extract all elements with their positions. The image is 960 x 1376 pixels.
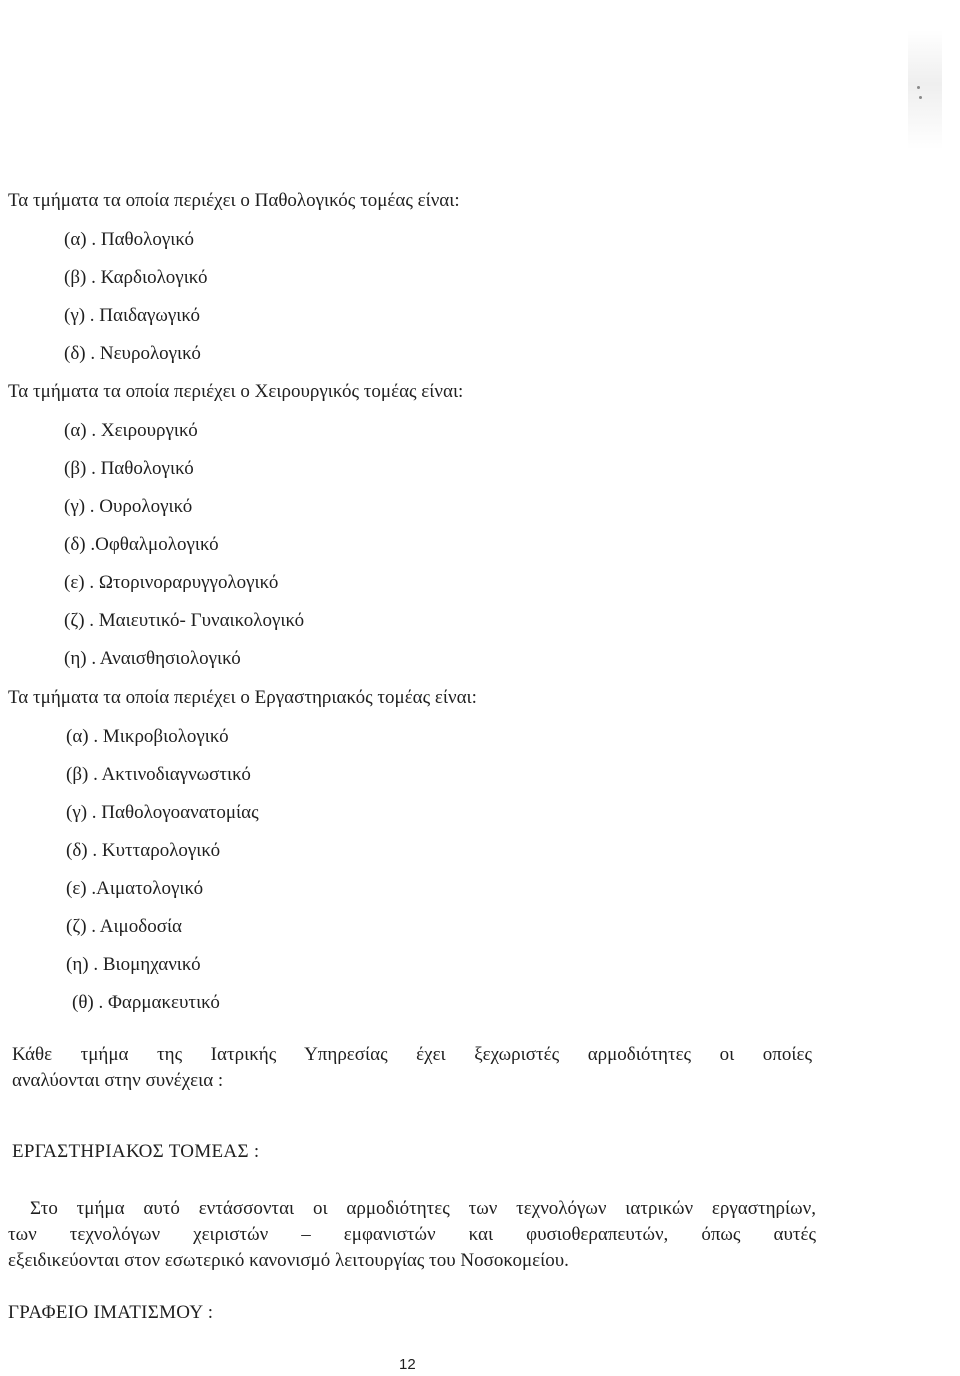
service-paragraph [12, 1042, 812, 1094]
scan-dot [919, 96, 922, 99]
paragraph-line: Κάθε τμήμα της Ιατρικής Υπηρεσίας έχει ξεχωριστές αρμοδιότητες οι οποίες [12, 1044, 812, 1065]
paragraph-line: των τεχνολόγων χειριστών – εμφανιστών και φυσιοθεραπευτών, όπως αυτές [8, 1224, 816, 1245]
list-item: (γ) . Παιδαγωγικό [64, 305, 201, 326]
list-item: (β) . Ακτινοδιαγνωστικό [66, 764, 251, 785]
list-item: (η) . Βιομηχανικό [66, 954, 201, 975]
list-item: (β) . Καρδιολογικό [64, 267, 208, 288]
lab-section-title: ΕΡΓΑΣΤΗΡΙΑΚΟΣ ΤΟΜΕΑΣ : [12, 1141, 260, 1162]
paragraph-line: Στο τμήμα αυτό εντάσσονται οι αρμοδιότητες των τεχνολόγων ιατρικών εργαστηρίων, [30, 1198, 816, 1219]
list-item: (η) . Αναισθησιολογικό [64, 648, 241, 669]
linen-section-title: ΓΡΑΦΕΙΟ ΙΜΑΤΙΣΜΟΥ : [8, 1302, 214, 1323]
list-item: (γ) . Ουρολογικό [64, 496, 193, 517]
list-item: (δ) . Κυτταρολογικό [66, 840, 221, 861]
scan-dot [917, 86, 920, 89]
laboratory-heading: Τα τμήματα τα οποία περιέχει ο Εργαστηριακός τομέας είναι: [8, 687, 477, 708]
list-item: (γ) . Παθολογοανατομίας [66, 802, 259, 823]
page-number: 12 [399, 1356, 416, 1373]
lab-section-paragraph [8, 1196, 816, 1274]
list-item: (ε) . Ωτορινοραρυγγολογικό [64, 572, 279, 593]
scan-artifact [908, 30, 942, 150]
list-item: (β) . Παθολογικό [64, 458, 194, 479]
list-item: (δ) .Οφθαλμολογικό [64, 534, 219, 555]
list-item: (α) . Μικροβιολογικό [66, 726, 229, 747]
paragraph-line: εξειδικεύονται στον εσωτερικό κανονισμό λειτουργίας του Νοσοκομείου. [8, 1250, 569, 1271]
list-item: (ε) .Αιματολογικό [66, 878, 204, 899]
list-item: (θ) . Φαρμακευτικό [72, 992, 220, 1013]
list-item: (δ) . Νευρολογικό [64, 343, 201, 364]
list-item: (α) . Παθολογικό [64, 229, 195, 250]
list-item: (α) . Χειρουργικό [64, 420, 198, 441]
pathology-heading: Τα τμήματα τα οποία περιέχει ο Παθολογικός τομέας είναι: [8, 190, 460, 211]
surgery-heading: Τα τμήματα τα οποία περιέχει ο Χειρουργικός τομέας είναι: [8, 381, 464, 402]
list-item: (ζ) . Μαιευτικό- Γυναικολογικό [64, 610, 305, 631]
paragraph-line: αναλύονται στην συνέχεια : [12, 1070, 224, 1091]
list-item: (ζ) . Αιμοδοσία [66, 916, 183, 937]
